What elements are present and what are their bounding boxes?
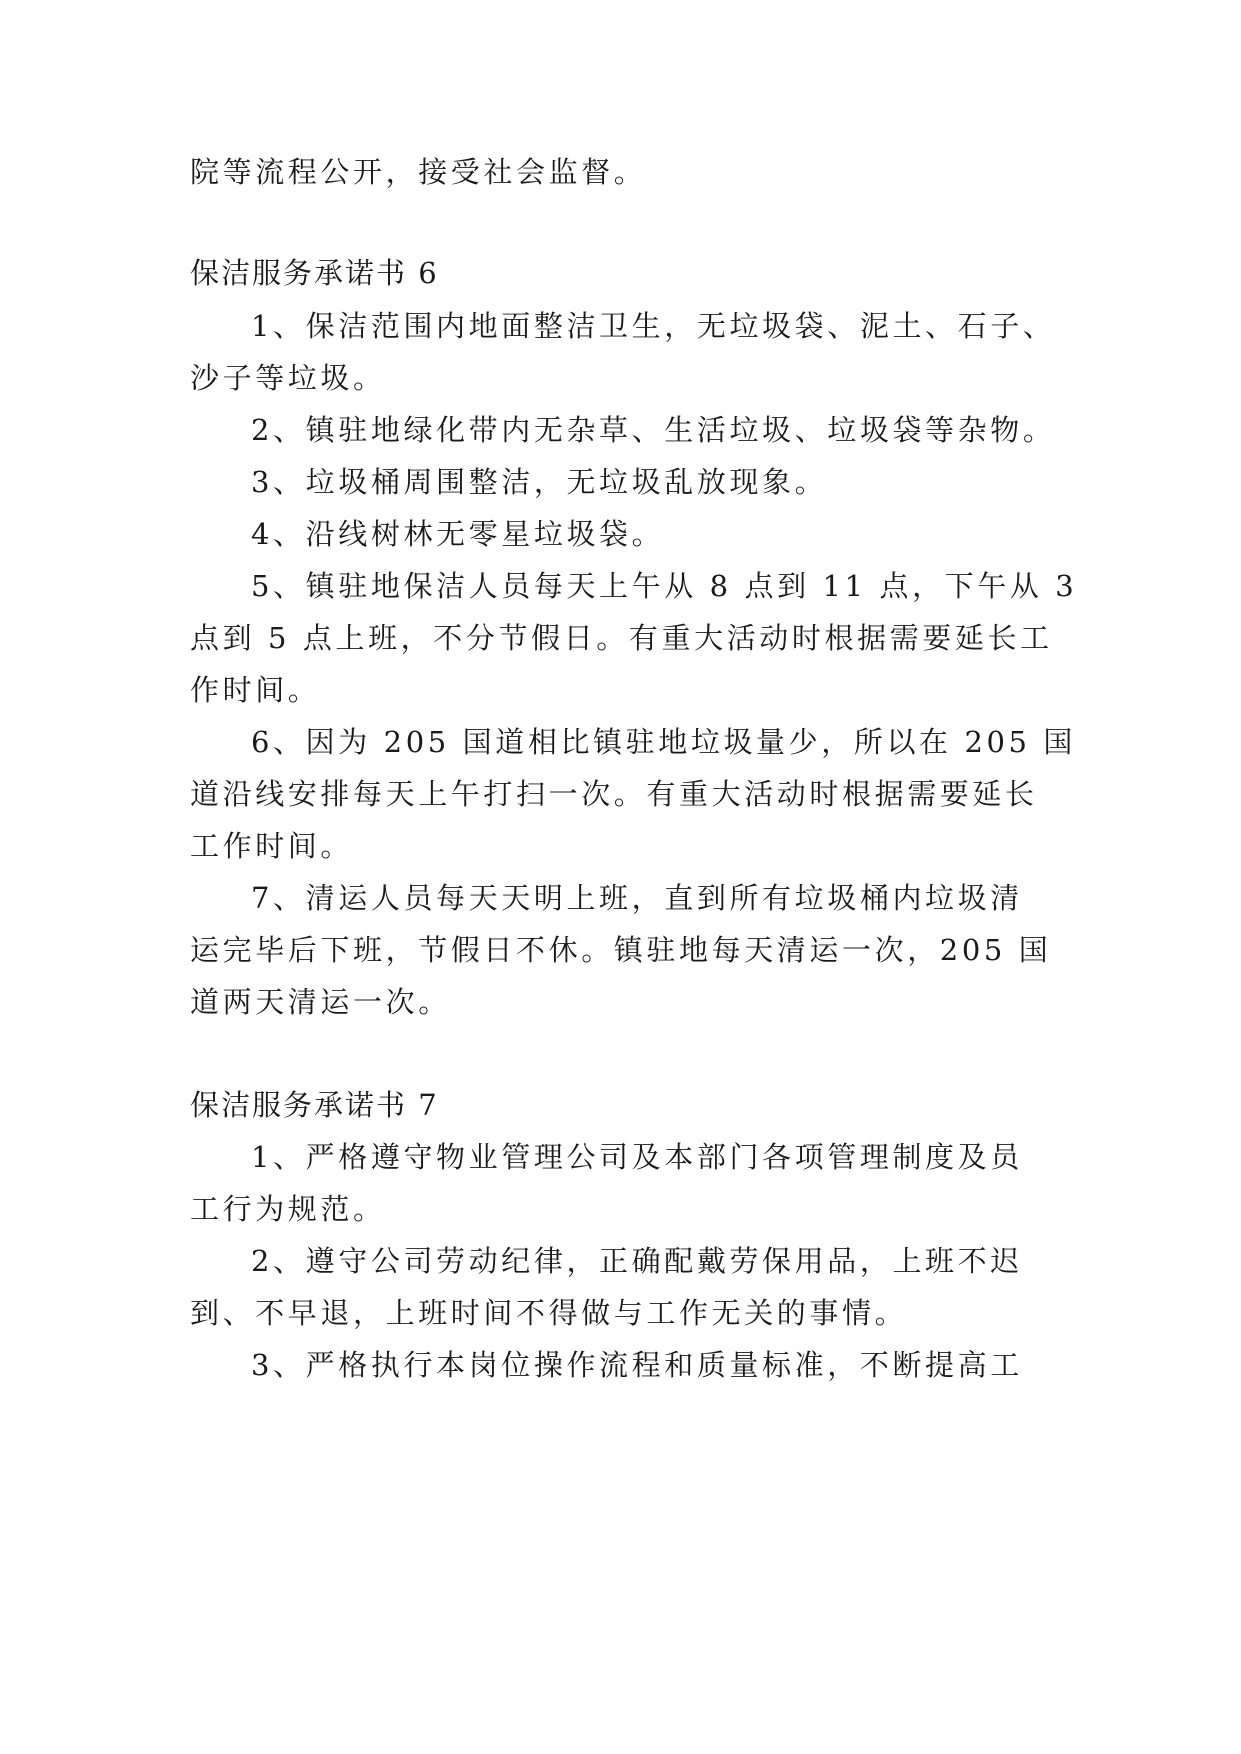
s6-item-1-line-1: 1、保洁范围内地面整洁卫生，无垃圾袋、泥土、石子、 <box>251 309 1056 343</box>
s6-item-3-line-1: 3、垃圾桶周围整洁，无垃圾乱放现象。 <box>251 465 828 499</box>
s6-item-6-line-1: 6、因为 205 国道相比镇驻地垃圾量少，所以在 205 国 <box>251 725 1077 759</box>
s6-item-6-line-2: 道沿线安排每天上午打扫一次。有重大活动时根据需要延长 <box>190 777 1038 811</box>
s6-item-2-line-1: 2、镇驻地绿化带内无杂草、生活垃圾、垃圾袋等杂物。 <box>251 413 1056 447</box>
section-6-heading: 保洁服务承诺书 6 <box>190 256 439 290</box>
s6-item-1-line-2: 沙子等垃圾。 <box>190 361 386 395</box>
s6-item-7-line-1: 7、清运人员每天天明上班，直到所有垃圾桶内垃圾清 <box>251 881 1023 915</box>
s6-item-5-line-2: 点到 5 点上班，不分节假日。有重大活动时根据需要延长工 <box>190 621 1053 655</box>
s6-item-4-line-1: 4、沿线树林无零星垃圾袋。 <box>251 517 665 551</box>
s6-item-7-line-3: 道两天清运一次。 <box>190 985 451 1019</box>
s6-item-5-line-3: 作时间。 <box>190 673 321 707</box>
s6-item-5-line-1: 5、镇驻地保洁人员每天上午从 8 点到 11 点，下午从 3 <box>251 569 1078 603</box>
s6-item-6-line-3: 工作时间。 <box>190 829 354 863</box>
section-7-heading: 保洁服务承诺书 7 <box>190 1088 439 1122</box>
continuation-text: 院等流程公开，接受社会监督。 <box>190 155 647 189</box>
s7-item-3-line-1: 3、严格执行本岗位操作流程和质量标准，不断提高工 <box>251 1348 1023 1382</box>
s6-item-7-line-2: 运完毕后下班，节假日不休。镇驻地每天清运一次，205 国 <box>190 933 1052 967</box>
s7-item-2-line-1: 2、遵守公司劳动纪律，正确配戴劳保用品，上班不迟 <box>251 1244 1023 1278</box>
s7-item-1-line-1: 1、严格遵守物业管理公司及本部门各项管理制度及员 <box>251 1140 1023 1174</box>
s7-item-2-line-2: 到、不早退，上班时间不得做与工作无关的事情。 <box>190 1296 908 1330</box>
s7-item-1-line-2: 工行为规范。 <box>190 1192 386 1226</box>
